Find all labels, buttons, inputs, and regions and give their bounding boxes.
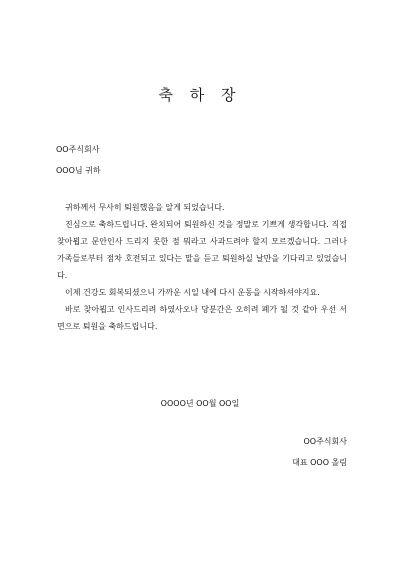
letter-date: OOOO년 OO월 OO일 xyxy=(160,399,240,408)
body-paragraph-3: 이제 건강도 회복되셨으니 가까운 시일 내에 다시 운동을 시작하셔야지요. xyxy=(65,288,320,297)
body-paragraph-1: 귀하께서 무사히 퇴원했음을 알게 되었습니다. xyxy=(65,203,225,212)
letter-body xyxy=(57,199,347,335)
sender-company: OO주식회사 xyxy=(303,437,347,446)
body-paragraph-2: 진심으로 축하드립니다. 완치되어 퇴원하신 것을 정말로 기쁘게 생각합니다. 직접 찾아뵙고 문안인사 드리지 못한 점 뭐라고 사과드려야 할지 모르겠습니다. 그러나 가족들로부터 점차 호전되고 있다는 말을 듣고 퇴원하실 날만을 기다리고 있었습니다. xyxy=(57,220,347,280)
sender-signature: 대표 OOO 올림 xyxy=(292,458,347,467)
body-paragraph-4: 바로 찾아뵙고 인사드리려 하였사오나 당분간은 오히려 폐가 될 것 같아 우선 서면으로 퇴원을 축하드립니다. xyxy=(57,305,347,331)
letter-title: 축 하 장 xyxy=(158,86,242,104)
recipient-person: OOO님 귀하 xyxy=(56,166,101,175)
recipient-company: OO주식회사 xyxy=(56,145,100,154)
